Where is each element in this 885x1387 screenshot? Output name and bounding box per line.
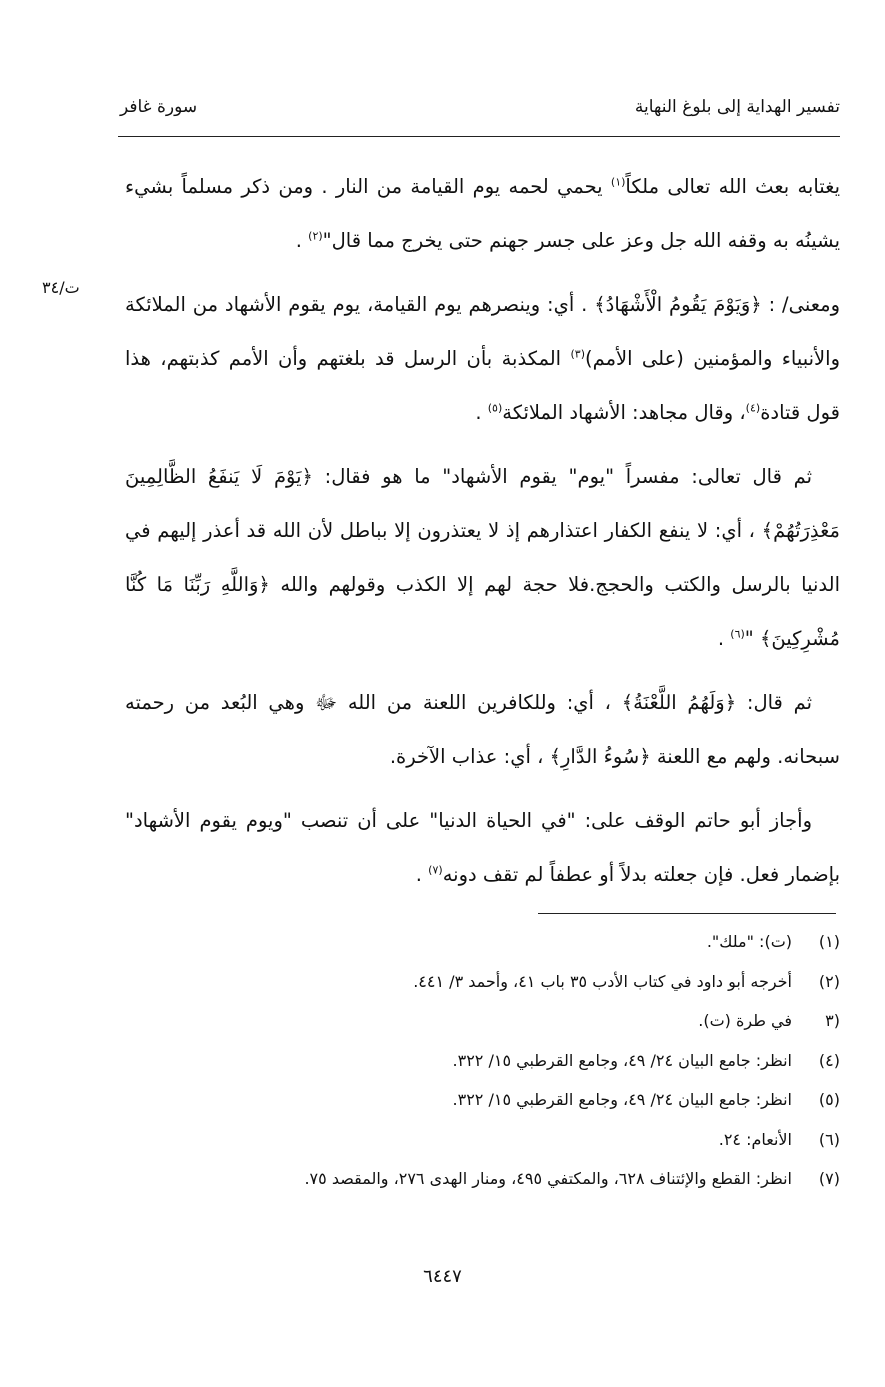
text-run: . (415, 863, 429, 886)
footnote-ref: (٦) (730, 627, 745, 641)
footnote-text: انظر: القطع والإئتناف ٦٢٨، والمكتفي ٤٩٥، ومنار الهدى ٢٧٦، والمقصد ٧٥. (304, 1169, 792, 1188)
footnote-number: (٣ (825, 1011, 840, 1030)
footnote-item (140, 1011, 840, 1051)
footnote-text: الأنعام: ٢٤. (718, 1129, 792, 1149)
footnote-ref: (١) (610, 175, 626, 189)
footnote-number: (١) (818, 932, 840, 951)
text-run: يحمي لحمه يوم القيامة من النار . ومن ذكر مسلماً بشيء يشينُه به وقفه الله جل وعز على جسر جهنم حتى يخرج مما قال" (125, 175, 840, 252)
footnote-ref: (٥) (487, 401, 503, 415)
footnote-rule (538, 913, 836, 914)
manuscript-folio-marker: ت/٣٤ (42, 278, 80, 297)
text-run: . (717, 627, 731, 650)
text-run: ، وقال مجاهد: الأشهاد الملائكة (502, 401, 746, 424)
footnote-number: (٦) (818, 1129, 840, 1149)
quran-verse: ﴿يَوْمَ لَا يَنفَعُ الظَّالِمِينَ مَعْذِرَتُهُمْ﴾ (125, 465, 840, 542)
footnote-text: انظر: جامع البيان ٢٤/ ٤٩، وجامع القرطبي ١٥/ ٣٢٢. (452, 1050, 792, 1070)
text-run: . (475, 401, 488, 424)
text-run: يغتابه بعث الله تعالى ملكاً (625, 175, 840, 198)
footnote-ref: (٤) (745, 401, 761, 415)
paragraph (125, 676, 840, 784)
paragraph (125, 278, 840, 440)
footnote-item (140, 1169, 840, 1209)
text-run: ثم قال تعالى: مفسراً "يوم" يقوم الأشهاد" ما هو فقال: (312, 465, 812, 488)
footnotes (140, 932, 840, 1209)
paragraph (125, 160, 840, 268)
text-run: المكذبة بأن الرسل قد بلغتهم وأن الأمم كذبتهم، هذا قول قتادة (125, 347, 840, 424)
footnote-text: في طرة (ت). (698, 1011, 792, 1030)
text-run: . أي: وينصرهم يوم القيامة، يوم يقوم الأشهاد من الملائكة والأنبياء والمؤمنين (على الأمم) (125, 293, 841, 370)
running-head (120, 97, 840, 117)
footnote-number: (٥) (818, 1090, 840, 1109)
text-run: ، أي: عذاب الآخرة. (389, 745, 550, 768)
footnote-ref: (٢) (308, 229, 323, 243)
footnote-item (140, 1090, 840, 1130)
book-title: تفسير الهداية إلى بلوغ النهاية (634, 97, 840, 117)
text-run: ، أي: وللكافرين اللعنة من الله ﷻ وهي البُعد من رحمته سبحانه. ولهم مع اللعنة (125, 691, 840, 768)
text-run: ومعنى/ : (761, 293, 840, 316)
footnote-item (140, 932, 840, 972)
quran-verse: ﴿وَاللَّهِ رَبِّنَا مَا كُنَّا مُشْرِكِينَ﴾ (125, 573, 840, 650)
quran-verse: ﴿سُوءُ الدَّارِ﴾ (549, 745, 651, 768)
footnote-text: أخرجه أبو داود في كتاب الأدب ٣٥ باب ٤١، وأحمد ٣/ ٤٤١. (413, 971, 792, 991)
footnote-number: (٢) (818, 971, 840, 991)
text-run: ثم قال: (736, 691, 813, 714)
footnote-number: (٤) (818, 1050, 840, 1070)
text-run: وأجاز أبو حاتم الوقف على: "في الحياة الدنيا" على أن تنصب "ويوم يقوم الأشهاد" بإضمار فعل. فإن جعلته بدلاً أو عطفاً لم تقف دونه (125, 809, 840, 886)
footnote-ref: (٣) (570, 347, 585, 361)
footnote-item (140, 1051, 840, 1091)
footnote-item (140, 1130, 840, 1170)
text-run: " (744, 627, 760, 650)
footnote-number: (٧) (818, 1169, 840, 1188)
footnote-text: انظر: جامع البيان ٢٤/ ٤٩، وجامع القرطبي ١٥/ ٣٢٢. (452, 1090, 792, 1109)
main-text (125, 160, 840, 912)
paragraph (125, 794, 840, 902)
header-rule (118, 136, 840, 137)
surah-title: سورة غافر (120, 97, 198, 117)
footnote-item (140, 972, 840, 1012)
quran-verse: ﴿وَيَوْمَ يَقُومُ الْأَشْهَادُ﴾ (594, 293, 762, 316)
text-run: . (295, 229, 309, 252)
paragraph (125, 450, 840, 666)
footnote-ref: (٧) (428, 863, 443, 877)
quran-verse: ﴿وَلَهُمُ اللَّعْنَةُ﴾ (621, 691, 737, 714)
text-run: ، أي: لا ينفع الكفار اعتذارهم إذ لا يعتذرون إلا بباطل لأن الله قد أعذر إليهم في الدنيا بالرسل والكتب والحجج.فلا حجة لهم إلا الكذب وقولهم والله (125, 519, 841, 596)
page-number: ٦٤٤٧ (423, 1266, 462, 1287)
footnote-text: (ت): "ملك". (706, 932, 792, 951)
